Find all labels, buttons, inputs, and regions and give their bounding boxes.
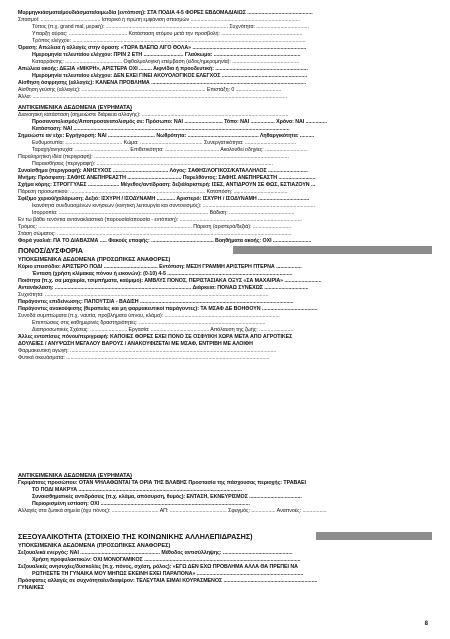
sexuality-heading-row [18, 532, 432, 542]
form-line: Καταρράκτης: ........................................ Οφθαλμολογική επέμβαση (είδος/ημερομηνία): ............................................... [32, 59, 300, 65]
form-line: Μνήμη: Πρόσφατη: ΣΑΦΗΣ ΑΝΕΠΗΡΕΑΣΤΗ ...................................... Παρελθόντος: ΣΑΦΗΣ ΑΝΕΠΗΡΕΑΣΤΗ .......................... [18, 175, 316, 181]
form-line: Συχνότητα: ............................................................................................................................................................. [18, 292, 269, 298]
form-line: Απώλεια ακοής: ΔΕΞΙΑ «ΜΙΚΡΗ», ΑΡΙΣΤΕΡΑ ΟΧΙ ......... Αιφνίδια ή προοδευτική: ................................................................. [18, 66, 308, 72]
form-line: Αντανάκλαση: ................................................................................................ Διάρκεια: ΠΟΝΑΩ ΣΥΝΕΧΩΣ ............................... [18, 285, 309, 291]
form-line: ΔΟΥΛΕΙΕΣ / ΑΝΥΨΩΣΗ ΜΕΓΑΛΟΥ ΒΑΡΟΥΣ / ΑΝΑΚΟΥΦΙΖΕΤΑΙ ΜΕ ΜΣΑΦ, ΕΝΤΡΙΒΗ ΜΕ ΑΛΟΙΦΗ [18, 341, 253, 347]
sec1-lines [18, 10, 432, 101]
neuro-subjective-section [18, 10, 432, 101]
form-line: Άλλες εντοπίσεις πόνου/περιγραφή: ΚΑΠΟΙΕΣ ΦΟΡΕΣ ΕΧΕΙ ΠΟΝΟ ΣΕ ΟΣΦΥΙΚΗ ΧΩΡΑ ΜΕΤΑ ΑΠΟ ΑΓΡΟΤΙΚΕΣ [18, 334, 293, 340]
form-line: ΓΥΝΑΙΚΕΣ [18, 585, 44, 591]
form-line: Ημερομηνία τελευταίου ελέγχου: ΠΡΙΝ 2 ΕΤΗ ............................ Γλαύκωμα: ............................................................. [32, 52, 301, 58]
form-line: Συναισθηματικές αντιδράσεις (π.χ. κλάμα, απόσυρση, θυμός): ΕΝΤΑΣΗ, ΕΚΝΕΥΡΙΣΜΟΣ ..................................... [32, 494, 302, 500]
form-line: Κατάσταση: ΝΑΙ ........................................................................................................................................................ [32, 126, 290, 132]
form-line: Αίσθηση όσφρησης (αλλαγές): ΚΑΝΕΝΑ ΠΡΟΒΛΗΜΑ ............................................................................................................. [18, 80, 307, 86]
form-line: Στάση σώματος: ..................................................................................................................................................................... [18, 231, 292, 237]
form-line: Ισορροπία: ......................................................................................................... Βάδιση: .............................................. [32, 210, 295, 216]
form-line: Φορά γυαλιά: ΠΑ ΤΟ ΔΙΑΒΑΣΜΑ ..... Φακούς επαφής: ............................................ Βοηθήματα ακοής: ΟΧΙ ........................... [18, 238, 312, 244]
form-line: Σεξουαλικά ενεργός: ΝΑΙ ........................................................ Μέθοδος αντισύλληψης: ................................................. [18, 550, 293, 556]
pain-heading-row [18, 246, 432, 256]
form-line: Παραισθήσεις (περιγραφή): ............................................................................................................................ [32, 161, 273, 167]
form-line: Υπαρξη αύρας: ......................................... Κατάσταση ατόμου μετά την προσβολή: ......................................................... [32, 31, 303, 37]
sec5-lines [18, 550, 432, 592]
form-line: Σφίξιμο χεριού/χαλάρωση: Δεξιό: ΙΣΧΥΡΗ / ΙΣΟΔΥΝΑΜΗ ............. Αριστερό: ΙΣΧΥΡΗ / ΙΣΟΔΥΝΑΜΗ .................................... [18, 196, 310, 202]
neuro-objective-section [18, 104, 432, 245]
form-line: Συνοδά συμπτώματα (π.χ. ναυτία, προβλήματα ύπνου, κλάμα): ................................................................................. [18, 313, 280, 319]
form-line: Διαπροσωπικές Σχέσεις: .......................... Εργασία: ......................................... Απόλαυση της ζωής: ........................ [32, 327, 294, 333]
form-line: Χρήση προφυλακτικών: ΟΧΙ ΜΟΝΟΓΑΜΙΚΟΣ .............................................................................................................. [32, 557, 301, 563]
form-line: Ευθυμοτυπία: ........................................ Κώμα: ............................................ Συνεργατικότητα: .................................... [32, 140, 297, 146]
form-line: Ικανότητα συνδυασμένων κινήσεων (κινητική λειτουργία και συντονισμός): ............................................................................... [32, 203, 315, 209]
form-line: Όραση: Απώλεια ή αλλαγές στην όραση: «ΤΩΡΑ ΒΛΕΠΩ ΛΙΓΟ ΘΟΛΑ» ................................................................................ [18, 45, 307, 51]
form-line: Ποιότητα (π.χ. σα μαχαιρία, τσιμπήματα, καύμιμο): ΑΜΒΛΥΣ ΠΟΝΟΣ, ΠΕΡΙΣΤΑΣΙΑΚΑ ΟΞΥΣ «ΣΑ ΜΑΧΑΙΡΙΑ» .......................... [18, 278, 322, 284]
pain-heading: ΠΟΝΟΣ/ΔΥΣΦΟΡΙΑ [18, 246, 83, 255]
pain-subjective-subheading: ΥΠΟΚΕΙΜΕΝΙΚΑ ΔΕΔΟΜΕΝΑ (ΠΡΟΣΩΠΙΚΕΣ ΑΝΑΦΟΡΕΣ) [18, 257, 171, 263]
pain-heading-bar [233, 246, 432, 254]
page-number: 8 [424, 621, 428, 627]
sec2-lines [18, 112, 432, 245]
form-line: Σχήμα κόρης: ΣΤΡΟΓΓΥΛΕΣ ...................... Μέγεθος/αντίδραση: δεξιά/αριστερή: ΙΣΕΣ, ΑΝΤΙΔΡΟΥΝ ΣΕ ΦΩΣ, ΕΣΤΙΑΖΟΥΝ ... [18, 182, 316, 188]
form-line: Άλλα: ................................................................................................................................................................................... [18, 94, 287, 100]
form-line: Προσανατολισμός/Αποπροσανατολισμός σε: Πρόσωπο: ΝΑΙ ........................... Τόπο: ΝΑΙ ................. Χρόνο: ΝΑΙ ............... [32, 119, 327, 125]
sexuality-section [18, 532, 432, 592]
form-line: Φαρμακευτική αγωγή: ................................................................................................................................................. [18, 348, 277, 354]
form-line: Σπασμοί: .......................................... Ιστορικό ή πρώτη εμφάνιση σπασμών ............................................................................. [18, 17, 300, 23]
objective-subheading: ΑΝΤΙΚΕΙΜΕΝΙΚΑ ΔΕΔΟΜΕΝΑ (ΕΥΡΗΜΑΤΑ) [18, 105, 133, 111]
sexuality-heading-bar [316, 532, 432, 540]
form-line: Παράγοντες επιδείνωσης: ΠΑΠΟΥΤΣΙΑ - ΒΑΔΙΣΗ ............................................................................................................ [18, 299, 294, 305]
form-line: Τρόπος ελέγχου: .................................................................................................................................................................... [32, 38, 306, 44]
form-line: Σεξουαλικές ανησυχίες/δυσκολίες (π.χ. πόνος, σχέση, ρόλος): «ΕΓΩ ΔΕΝ ΕΧΩ ΠΡΟΒΛΗΜΑ ΑΛΛΑ ΘΑ ΠΡΕΠΕΙ ΝΑ [18, 564, 298, 570]
form-line: Διανοητική κατάσταση (σημειώστε διάρκεια αλλαγής): ....................................................................................................... [18, 112, 289, 118]
sexuality-subjective-subheading: ΥΠΟΚΕΙΜΕΝΙΚΑ ΔΕΔΟΜΕΝΑ (ΠΡΟΣΩΠΙΚΕΣ ΑΝΑΦΟΡΕΣ) [18, 543, 171, 549]
form-line: Ταραχή/ανησυχία: ...................................... Επιθετικότητα: ...................................... Ακολουθεί οδηγίες: .............................. [32, 147, 308, 153]
form-line: Αίσθηση γεύσης (αλλαγές): ....................................................................................... Επιστάξη: 0 ................................ [18, 87, 282, 93]
form-line: ΤΟ ΠΟΔΙ ΜΑΚΡΥΑ ................................................................................................................... [32, 487, 242, 493]
form-line: Περιορισμένη εστίαση: ΟΧΙ ......................................................................................................... [32, 501, 250, 507]
form-line: Εν τω βάθει τενόντια αντανακλαστικά (παρουσία/απουσία - εντόπιση): ...................................................................................... [18, 217, 302, 223]
pain-section [18, 246, 432, 362]
form-line: Τρόμος: ............................................................................................................ Πάρεση (αριστερά/δεξιά): ........................... [18, 224, 292, 230]
form-line: Πρόσφατες αλλαγές σε συχνότητα/ενδιαφέρον: ΤΕΛΕΥΤΑΙΑ ΕΙΜΑΙ ΚΟΥΡΑΣΜΕΝΟΣ .................................................................. [18, 578, 318, 584]
pain-objective-section [18, 472, 432, 515]
form-line: Ένταση (χρήση κλίμακας πόνου ή εικονών): (0-10) 4-5 ........................................................................................ [32, 271, 293, 277]
form-line: Πάρεση προσωπικού: ............................................................................................... Καταπόση: ...................................... [18, 189, 288, 195]
form-line: Αλλαγές στα ζωτικά σημεία (όχυ πόνος): ................................. ΑΠ: ........................................ Σφυγμός: ................. Αναπνοές: ................. [18, 508, 327, 514]
form-line: Παραληρητική ιδέα (περιγραφή): ......................................................................................................................................... [18, 154, 289, 160]
form-line: Ημερομηνία τελευταίου ελέγχου: ΔΕΝ ΕΧΕΙ ΓΙΝΕΙ ΑΚΟΥΟΛΟΓΙΚΟΣ ΕΛΕΓΧΟΣ ............................................................ [32, 73, 308, 79]
sexuality-heading: ΣΕΞΟΥΑΛΙΚΟΤΗΤΑ (ΣΤΟΙΧΕΙΟ ΤΗΣ ΚΟΙΝΩΝΙΚΗΣ ΑΛΛΗΛΕΠΙΔΡΑΣΗΣ) [18, 532, 253, 541]
form-line: Συναίσθημα (περιγραφή): ΑΝΗΣΥΧΟΣ ....................................... Λόγος: ΣΑΦΗΣ/ΛΟΓΙΚΟΣ/ΚΑΤΑΛΛΗΛΟΣ ............................ [18, 168, 308, 174]
form-line: Επιπτώσεις στις καθημερινές δραστηριότητες: ......................................................................................... [32, 320, 266, 326]
form-line: Γκριμάτσες προσώπου: ΟΤΑΝ ΨΗΛΑΦΩΝΤΑΙ ΤΑ ΟΡΙΑ ΤΗΣ ΒΛΑΒΗΣ Προστασία της πάσχουσας περιοχής: ΤΡΑΒΑΕΙ [18, 480, 306, 486]
form-line: Φυτικά σκευάσματα: ............................................................................................................................................... [18, 355, 270, 361]
sec3-lines [18, 264, 432, 362]
form-line: Κύριο επεισόδιο: ΑΡΙΣΤΕΡΟ ΠΟΔΙ ...................................... Εντόπιση: ΜΕΣΗ ΓΡΑΜΜΗ ΑΡΙΣΤΕΡΗ ΠΤΕΡΝΑ .................. [18, 264, 302, 270]
form-line: Σημειώστε αν είχε: Εγρήγορση: ΝΑΙ ................................. Νωθρότητα: .................................................. Ληθαργικότητα: .......... [18, 133, 315, 139]
sec4-lines [18, 480, 432, 515]
form-line: Τύπος (π.χ. grand mal, μερική): ...................................................................................... Συχνότητα: ..................................... [32, 24, 309, 30]
form-line: Μυρμηγκιάσματα/μουδιάσματα/αιμωδία (εντόπιση): ΣΤΑ ΠΟΔΙΑ 4-5 ΦΟΡΕΣ ΕΒΔΟΜΑΔΙΑΙΩΣ .............................................. [18, 10, 313, 16]
form-line: Παράγοντες ανακούφισης (θεραπείες και μη φαρμακευτικοί παράγοντες): ΤΑ ΜΣΑΦ ΔΕ ΒΟΗΘΟΥΝ ....................................... [18, 306, 318, 312]
pain-objective-subheading: ΑΝΤΙΚΕΙΜΕΝΙΚΑ ΔΕΔΟΜΕΝΑ (ΕΥΡΗΜΑΤΑ) [18, 473, 133, 479]
form-line: ΡΩΤΗΣΕΤΕ ΤΗ ΓΥΝΑΙΚΑ ΜΟΥ ΜΗΠΩΣ ΕΚΕΙΝΗ ΕΧΕΙ ΠΑΡΑΠΟΝΑ» ........................................................................... [32, 571, 304, 577]
